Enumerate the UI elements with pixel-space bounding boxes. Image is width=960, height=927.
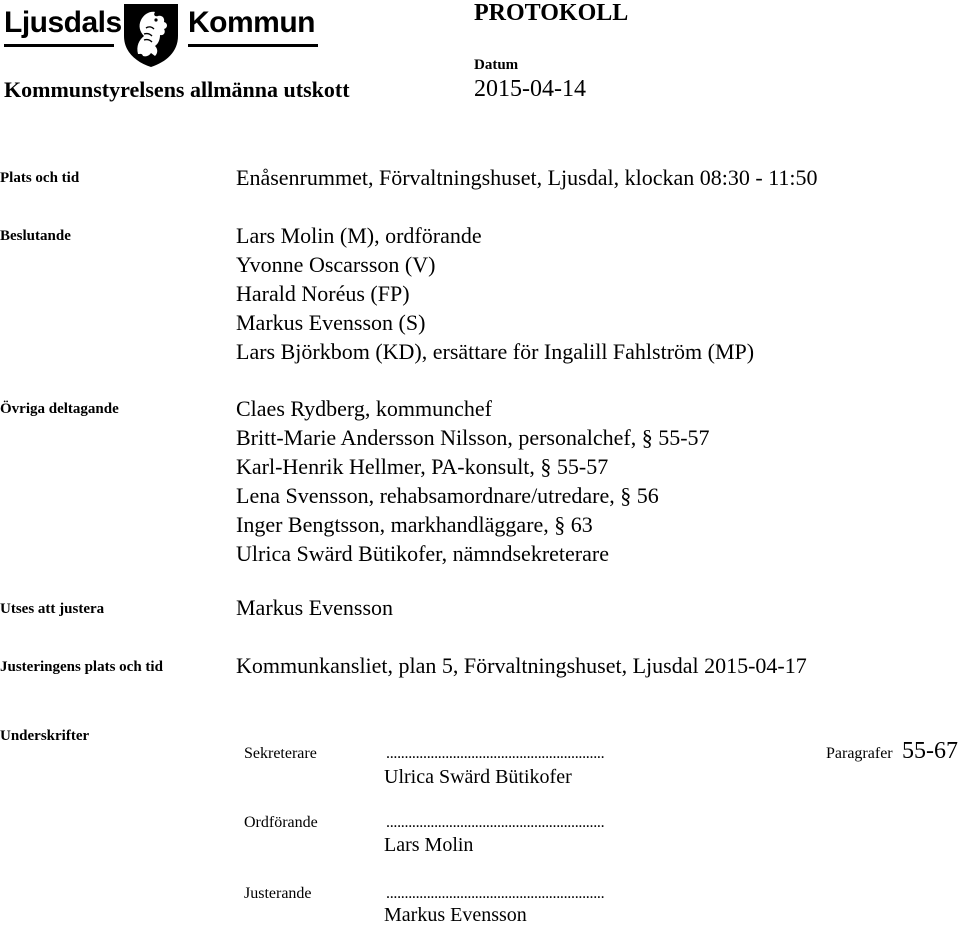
justering-value: Kommunkansliet, plan 5, Förvaltningshuset, Ljusdal 2015-04-17 (236, 653, 807, 678)
coat-of-arms-icon (122, 2, 180, 68)
list-item: Lars Molin (M), ordförande (236, 223, 482, 248)
logo-text-left: Ljusdals (4, 6, 122, 39)
list-item: Lars Björkbom (KD), ersättare för Ingalill Fahlström (MP) (236, 339, 755, 364)
signature-name: Lars Molin (384, 834, 474, 856)
plats-value: Enåsenrummet, Förvaltningshuset, Ljusdal, klockan 08:30 - 11:50 (236, 165, 818, 190)
paragraf-value: 55-67 (902, 738, 958, 764)
utses-label: Utses att justera (0, 601, 105, 617)
list-item: Harald Noréus (FP) (236, 281, 410, 306)
list-item: Karl-Henrik Hellmer, PA-konsult, § 55-57 (236, 454, 609, 479)
signature-name: Ulrica Swärd Bütikofer (384, 766, 572, 788)
beslutande-list (236, 221, 754, 366)
logo-underline-right (188, 44, 318, 47)
logo-text-right: Kommun (188, 6, 315, 39)
utses-value: Markus Evensson (236, 595, 394, 620)
list-item: Markus Evensson (S) (236, 310, 426, 335)
beslutande-label: Beslutande (0, 228, 71, 244)
signature-role: Sekreterare (244, 745, 317, 762)
list-item: Yvonne Oscarsson (V) (236, 252, 436, 277)
committee-title: Kommunstyrelsens allmänna utskott (4, 77, 350, 102)
plats-label: Plats och tid (0, 170, 80, 186)
datum-value: 2015-04-14 (474, 76, 586, 102)
ovriga-label: Övriga deltagande (0, 401, 119, 417)
signature-name: Markus Evensson (384, 904, 527, 926)
list-item: Claes Rydberg, kommunchef (236, 396, 492, 421)
paragraf-label: Paragrafer (826, 745, 893, 762)
signature-role: Justerande (244, 885, 312, 902)
datum-label: Datum (474, 57, 519, 73)
justering-label: Justeringens plats och tid (0, 659, 163, 675)
underskrifter-label: Underskrifter (0, 728, 90, 744)
list-item: Britt-Marie Andersson Nilsson, personalchef, § 55-57 (236, 425, 710, 450)
signature-line: ........................................................... (386, 814, 605, 831)
signature-line: ........................................................... (386, 885, 605, 902)
signature-line: ........................................................... (386, 745, 605, 762)
list-item: Ulrica Swärd Bütikofer, nämndsekreterare (236, 541, 609, 566)
logo-underline-left (4, 44, 114, 47)
ovriga-list (236, 394, 710, 568)
list-item: Lena Svensson, rehabsamordnare/utredare, § 56 (236, 483, 659, 508)
document-type: PROTOKOLL (474, 0, 629, 26)
signature-role: Ordförande (244, 814, 318, 831)
list-item: Inger Bengtsson, markhandläggare, § 63 (236, 512, 593, 537)
